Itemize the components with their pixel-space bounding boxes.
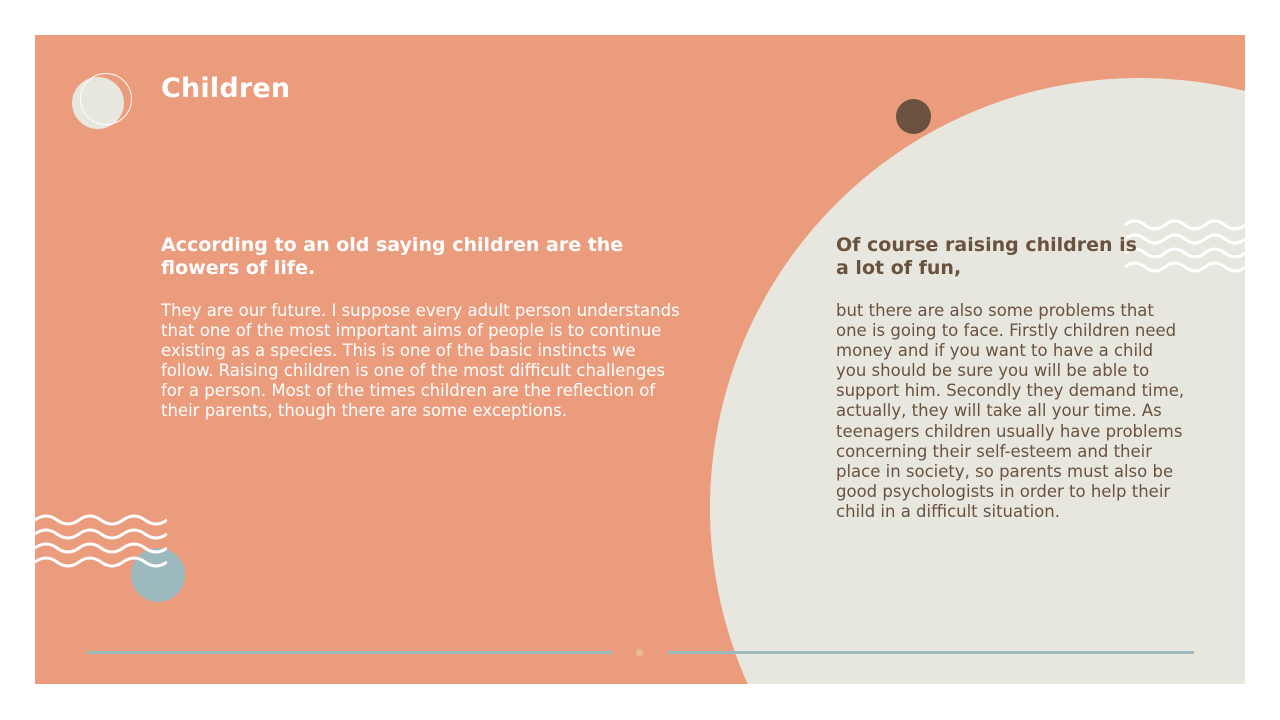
right-column-heading: Of course raising children is a lot of fun,	[836, 234, 1137, 279]
decorative-ring	[80, 73, 132, 125]
decorative-brown-dot	[896, 99, 931, 134]
wave-lines-icon	[35, 510, 167, 576]
wave-line	[35, 516, 167, 524]
wave-line	[1125, 221, 1245, 229]
slide-canvas	[35, 35, 1245, 684]
wave-line	[35, 558, 167, 566]
circle-ring-icon	[72, 73, 136, 131]
footer-divider-right	[668, 651, 1194, 654]
left-column-body: They are our future. I suppose every adult person understands that one of the most important aims of people is to continue existing as a species. This is one of the basic instincts we follow. Raising children is one of the most difficult challenges for a person. Most of the times children are the reflection of their parents, though there are some exceptions.	[161, 301, 680, 421]
right-column-body: but there are also some problems that one is going to face. Firstly children need money and if you want to have a child you should be sure you will be able to support him. Secondly they demand time, actually, they will take all your time. As teenagers children usually have problems concerning their self-esteem and their place in society, so parents must also be good psychologists in order to help their child in a difficult situation.	[836, 301, 1185, 521]
footer-divider-left	[87, 651, 612, 654]
wave-line	[35, 544, 167, 552]
slide-title: Children	[161, 73, 291, 104]
left-column-heading: According to an old saying children are the flowers of life.	[161, 234, 624, 279]
footer-center-dot	[636, 649, 643, 656]
wave-line	[35, 530, 167, 538]
